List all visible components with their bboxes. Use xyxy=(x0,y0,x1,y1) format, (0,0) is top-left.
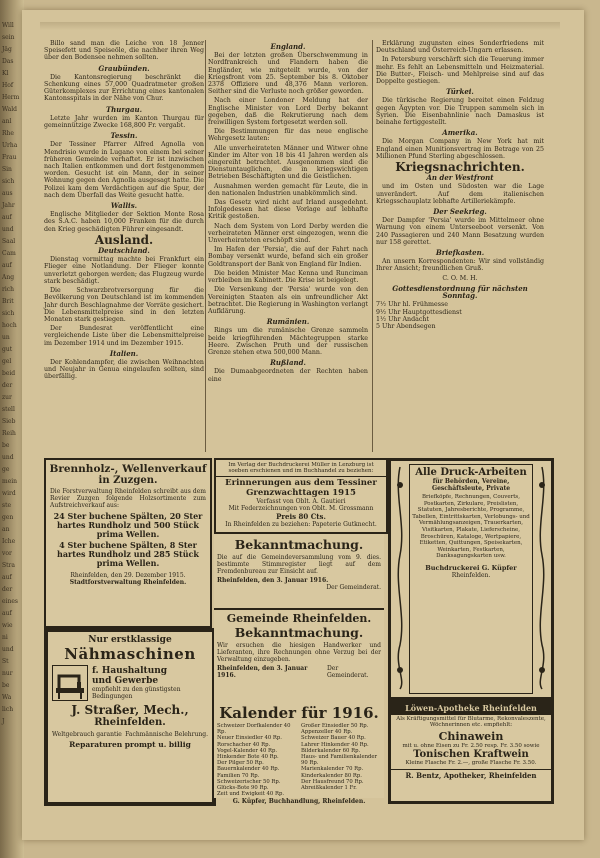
fringe-word: be xyxy=(2,442,10,449)
paragraph: Der Bundesrat veröffentlicht eine vergleichende Liste über die Lebensmittelpreise im Dezember 1914 und im Dezember 1915. xyxy=(44,325,204,347)
column-2 xyxy=(208,40,368,452)
paragraph: Nach einer Londoner Meldung hat der Englische Minister von Lord Derby bekannt gegeben, daß die Rekrutierung nach dem freiwilligen System fortgesetzt werden soll. xyxy=(208,97,368,127)
fringe-word: gut xyxy=(2,346,13,353)
sewing-machine-icon xyxy=(52,665,88,701)
calendar-item: Der Hausfreund 70 Rp. xyxy=(301,778,364,785)
paragraph: In Petersburg verschärft sich die Teuerung immer mehr. Es fehlt an Lebensmitteln und Heizmaterial. Die Butter-, Fleisch- und Mehlpreise sind auf das Doppelte gestiegen. xyxy=(376,56,544,86)
fringe-word: Ang xyxy=(2,274,15,281)
paragraph: Alle unverheirateten Männer und Witwer ohne Kinder im Alter von 18 bis 41 Jahren werden als eingereiht betrachtet. Ausgenommen sind die Dienstuntauglichen, die in kriegswichtigen Betrieben Beschäftigten und die Geistlichen. xyxy=(208,144,368,181)
fringe-word: zur xyxy=(2,394,12,401)
calendar-item: Lahrer Hinkender 40 Rp. xyxy=(301,741,369,748)
fringe-word: mein xyxy=(2,478,18,485)
fringe-word: anl xyxy=(2,118,12,125)
paragraph: Die Dumaabgeordneten der Rechten haben eine xyxy=(208,368,368,383)
calendar-item: Großer Einsiedler 50 Rp. xyxy=(301,723,369,729)
paragraph: An unsern Korrespondenten: Wir sind vollständig Ihrer Ansicht; freundlichen Gruß. xyxy=(376,258,544,273)
fringe-word: der xyxy=(2,382,13,389)
fringe-word: Cam xyxy=(2,250,16,257)
fringe-word: Jahr xyxy=(2,202,15,209)
fringe-word: und xyxy=(2,454,14,461)
heading-graubuenden: Graubünden. xyxy=(98,63,150,73)
paragraph: Im Hafen der 'Persia', die auf der Fahrt nach Bombay versenkt wurde, befand sich ein großer Goldtransport der Bank von England für Indien. xyxy=(208,246,368,268)
ad-city: Rheinfelden. xyxy=(451,571,491,579)
ad-stock: In Rheinfelden zu beziehen: Papeterie Gutknecht. xyxy=(225,521,377,528)
section-title-ausland: Ausland. xyxy=(94,232,154,247)
fringe-word: J xyxy=(2,718,5,725)
ad-top: Nur erstklassige xyxy=(88,635,172,645)
ad-tessin-book xyxy=(214,458,388,534)
column-3 xyxy=(376,40,544,452)
column-divider xyxy=(205,40,206,452)
paragraph: Letzte Jahr wurden im Kanton Thurgau für gemeinnützige Zwecke 168,800 Fr. vergabt. xyxy=(44,114,204,130)
paragraph: Die Morgan Company in New York hat mit England einen Munitionsvertrag im Betrage von 25 Millionen Pfund Sterling abgeschlossen. xyxy=(376,138,544,160)
calendar-item: Hinkender Bote 40 Rp. xyxy=(217,754,279,761)
ad-subtitle: in Zuzgen. xyxy=(98,475,158,486)
ad-title: Löwen-Apotheke Rheinfelden xyxy=(391,701,551,715)
calendar-list-left xyxy=(217,723,297,797)
fringe-word: der xyxy=(2,586,13,593)
paragraph: Rings um die rumänische Grenze sammeln beide kriegführenden Mächtegruppen starke Heere. Zwischen Pruth und der russischen Grenze stehen etwa 500,000 Mann. xyxy=(208,327,368,356)
heading-briefkasten: Briefkasten. xyxy=(435,248,485,258)
calendar-item: Zeit und Ewigkeit 40 Rp. xyxy=(217,791,285,798)
ad-bekanntmachung-1 xyxy=(214,532,384,608)
fringe-word: St xyxy=(2,658,9,665)
fringe-word: beid xyxy=(2,370,16,377)
paragraph: Die Kantonsregierung beschränkt die Schenkung eines 57,000 Quadratmeter großen Güterkomplexes zur Errichtung eines kantonalen Kantonsspitals in der Nähe von Chur. xyxy=(44,73,204,103)
fringe-word: gen xyxy=(2,514,14,521)
service-time: 7½ Uhr hl. Frühmesse xyxy=(376,301,448,309)
service-time: 9½ Uhr Hauptgottesdienst xyxy=(376,308,462,316)
fringe-word: hoch xyxy=(2,322,17,329)
fringe-word: sein xyxy=(2,34,15,41)
ad-body: mit u. ohne Eisen zu Fr. 2.50 resp. Fr. 3.50 sowie xyxy=(402,742,540,749)
fringe-word: rich xyxy=(2,286,15,293)
heading-england: England. xyxy=(270,42,306,51)
service-time: 5 Uhr Abendsegen xyxy=(376,322,436,330)
paragraph: Der Dampfer 'Persia' wurde im Mittelmeer ohne Warnung von einem Unterseeboot versenkt. Von 240 Passagieren und 240 Mann Besatzung wurden nur 158 gerettet. xyxy=(376,217,544,246)
ad-title: Bekanntmachung. xyxy=(234,625,364,640)
heading-westfront: An der Westfront xyxy=(426,173,494,183)
ad-lot: 4 Ster buchene Spälten, 8 Ster hartes Rundholz und 285 Stück prima Wellen. xyxy=(57,540,199,568)
ad-signature: G. Küpfer, Buchhandlung, Rheinfelden. xyxy=(232,798,366,806)
heading-wallis: Wallis. xyxy=(110,201,138,211)
ad-title: Alle Druck-Arbeiten xyxy=(415,467,527,478)
ad-title: Erinnerungen aus dem Tessiner Grenzwachttagen 1915 xyxy=(225,478,377,498)
ad-publisher: Im Verlag der Buchdruckerei Müller in Lenzburg ist soeben erschienen und im Buchhandel zu beziehen: xyxy=(216,460,386,477)
fringe-word: ge xyxy=(2,466,10,473)
ad-subtitle: Geschäftsleute, Private xyxy=(431,485,511,492)
fringe-word: Reih xyxy=(2,430,16,437)
fringe-word: un xyxy=(2,334,10,341)
ad-foot: Reparaturen prompt u. billig xyxy=(69,740,191,749)
ad-product: Tonischen Kraftwein xyxy=(413,749,529,761)
ad-subtitle: für Behörden, Vereine, xyxy=(432,478,510,485)
intro-paragraph: Billo sand man die Leiche von 18 Jenner Speisefett und Speiseöle, die nachher ihren Weg über den Bodensee nehmen sollten. xyxy=(44,40,204,62)
fringe-word: ni xyxy=(2,634,8,641)
ad-foot: Weltgebrauch garantie xyxy=(52,731,122,738)
service-time: 1½ Uhr Andacht xyxy=(376,315,429,323)
paragraph: Der Tessiner Pfarrer Alfred Agnolla von Mendrisio wurde in Lugano von einem bei seiner früheren Gemeinde verhaftet. Er ist inzwischen nach Italien entkommen und dort festgenommen worden. Gesucht ist ein Mann, der in seiner Wohnung gegen den Agnolla ausgesagt hatte. Die Polizei kam dem Verdächtigen auf die Spur, der nach dem Überfall das Weite gesucht hatte. xyxy=(44,141,204,199)
paragraph: Englische Mitglieder der Sektion Monte Rosa des S.A.C. haben 10,000 Franken für die durch den Krieg geschädigten Führer eingesandt. xyxy=(44,211,204,233)
fringe-word: Sin xyxy=(2,166,12,173)
heading-italien: Italien. xyxy=(109,348,139,358)
calendar-item: Marienkalender 70 Rp. xyxy=(301,766,364,773)
paragraph: Ausnahmen werden gemacht für Leute, die in den nationalen Industrien unabkömmlich sind. xyxy=(208,182,368,197)
ad-date: Rheinfelden, den 29. Dezember 1915. xyxy=(70,572,186,579)
ad-bekanntmachung-2 xyxy=(214,608,384,704)
fringe-word: Herm xyxy=(2,94,20,101)
column-1 xyxy=(44,40,204,452)
ad-brennholz xyxy=(44,458,212,628)
ad-firm: Buchdruckerei G. Küpfer xyxy=(425,563,517,572)
fringe-word: Iche xyxy=(2,538,16,545)
calendar-item: Neuer Einsiedler 40 Rp. xyxy=(217,735,282,742)
ad-price: Preis 80 Cts. xyxy=(276,512,326,521)
fringe-word: Wa xyxy=(2,694,12,701)
fringe-word: auf xyxy=(2,574,12,581)
ad-product: Chinawein xyxy=(438,729,504,743)
section-title-kriegsnachrichten: Kriegsnachrichten. xyxy=(395,160,525,175)
calendar-item: Schweizer Bauer 40 Rp. xyxy=(301,735,366,742)
paragraph: Die beiden Minister Mac Kenna und Runciman verbleiben im Kabinett. Die Krise ist beigelegt. xyxy=(208,269,368,285)
calendar-item: Rorschacher 40 Rp. xyxy=(217,741,271,748)
fringe-word: sich xyxy=(2,178,15,185)
ad-line: und Gewerbe xyxy=(92,676,159,686)
calendar-item: Appenzeller 40 Rp. xyxy=(301,729,353,736)
calendar-item: Bauernkalender 40 Rp. xyxy=(217,766,280,773)
fringe-word: sich xyxy=(2,310,15,317)
ad-druck-arbeiten xyxy=(388,458,554,700)
heading-seekrieg: Der Seekrieg. xyxy=(433,207,487,217)
fringe-word: Stra xyxy=(2,562,15,569)
ad-line: empfiehlt zu den günstigsten Bedingungen xyxy=(92,686,181,700)
ad-title: Gemeinde Rheinfelden. xyxy=(226,612,372,625)
ad-body: Wir ersuchen die hiesigen Handwerker und Lieferanten, ihre Rechnungen ohne Verzug bei der Verwaltung einzugeben. xyxy=(217,642,381,663)
calendar-item: Glücks-Bote 90 Rp. xyxy=(217,785,269,792)
calendar-item: Bilderkalender 60 Rp. xyxy=(301,747,361,754)
ad-kalender xyxy=(214,702,384,806)
heading-gottesdienst: Gottesdienstordnung für nächsten Sonntag. xyxy=(392,283,528,301)
paragraph: Die Schwarzbrotversorgung für die Bevölkerung von Deutschland ist im kommenden Jahr durch Beschlagnahme der Vorräte gesichert. Die Lebensmittelpreise sind in den letzten Monaten stark gestiegen. xyxy=(44,287,204,323)
fringe-word: Kl xyxy=(2,70,9,77)
column-divider xyxy=(372,40,373,452)
fringe-word: Urha xyxy=(2,142,18,149)
fringe-word: Das xyxy=(2,58,14,65)
paragraph: Die Bestimmungen für das neue englische Wehrgesetz lauten: xyxy=(208,128,368,143)
heading-deutschland: Deutschland. xyxy=(98,246,150,256)
ad-body: Die auf die Gemeindeversammlung vom 9. dies. bestimmte Stimmregister liegt auf dem Fremdenbureau zur Einsicht auf. xyxy=(217,554,381,575)
fringe-word: eines xyxy=(2,598,18,605)
fringe-word: vor xyxy=(2,550,12,557)
fringe-word: auf xyxy=(2,262,12,269)
ornament-right-icon xyxy=(535,465,549,691)
calendar-item: Der Pilger 50 Rp. xyxy=(217,760,264,767)
fringe-word: wird xyxy=(2,490,16,497)
top-fold-shadow xyxy=(40,22,560,30)
paragraph: und im Osten und Südosten war die Lage unverändert. Auf dem italienischen Kriegsschauplatz lebhafte Artilleriekämpfe. xyxy=(376,183,544,205)
ad-illustrator: Mit Federzeichnungen von Oblt. M. Grossmann xyxy=(228,505,374,512)
fringe-word: gel xyxy=(2,358,12,365)
ad-foot: Fachmännische Belehrung. xyxy=(125,731,208,738)
fringe-word: Wald xyxy=(2,106,17,113)
left-page-fringe xyxy=(2,20,20,830)
ad-date: Rheinfelden, den 3. Januar 1916. xyxy=(217,577,329,584)
fringe-word: Rhe xyxy=(2,130,14,137)
fringe-word: Hof xyxy=(2,82,14,89)
ad-title: Kalender für 1916. xyxy=(219,704,379,722)
fringe-word: aus xyxy=(2,190,13,197)
heading-amerika: Amerika. xyxy=(442,128,478,138)
fringe-word: ste xyxy=(2,502,12,509)
heading-tessin: Tessin. xyxy=(110,131,138,141)
fringe-word: be xyxy=(2,682,10,689)
calendar-item: Schweizer Dorfkalender 40 Rp. xyxy=(217,723,291,736)
fringe-word: und xyxy=(2,646,14,653)
signature: C. O. M. H. xyxy=(442,274,478,282)
calendar-item: Vogel-Kalender 40 Rp. xyxy=(217,747,278,754)
ad-signature: Der Gemeinderat. xyxy=(326,665,369,679)
heading-rumaenien: Rumänien. xyxy=(266,317,310,327)
fringe-word: an xyxy=(2,526,10,533)
fringe-word: Saal xyxy=(2,238,16,245)
ad-city: Rheinfelden. xyxy=(94,717,166,728)
heading-russland: Rußland. xyxy=(270,358,306,368)
paragraph: Nach dem System von Lord Derby werden die verheirateten Männer erst eingezogen, wenn die Unverheirateten erschöpft sind. xyxy=(208,222,368,245)
ad-signature: R. Bentz, Apotheker, Rheinfelden xyxy=(391,769,551,780)
ad-title: Brennholz-, Wellenverkauf xyxy=(49,463,207,475)
heading-tuerkei: Türkei. xyxy=(446,87,474,97)
ad-author: Verfasst von Oblt. A. Gautieri xyxy=(256,498,346,505)
fringe-word: wie xyxy=(2,622,13,629)
ad-lot: 24 Ster buchene Spälten, 20 Ster hartes Rundholz und 500 Stück prima Wellen. xyxy=(53,511,203,539)
paragraph: Die türkische Regierung bereitet einen Feldzug gegen Ägypten vor. Die Truppen sammeln sich in Syrien. Die Eisenbahnlinie nach Damaskus ist beinahe fertiggestellt. xyxy=(376,97,544,127)
fringe-word: Jäg xyxy=(2,46,12,53)
paragraph: Bei der letzten großen Überschwemmung in Nordfrankreich und Flandern haben die Engländer, wie mitgeteilt wurde, von der Kriegsfront vom 25. September bis 8. Oktober 2378 Offiziere und 48,376 Mann verloren. Seither sind die Verluste noch größer geworden. xyxy=(208,52,368,96)
ad-date: Rheinfelden, den 3. Januar 1916. xyxy=(217,665,308,679)
fringe-word: Sieb xyxy=(2,418,16,425)
fringe-word: nur xyxy=(2,670,13,677)
calendar-list-right xyxy=(297,723,381,797)
paragraph: Der Kohlendampfer, die zwischen Weihnachten und Neujahr in Genua eingelaufen sollten, sind überfällig. xyxy=(44,358,204,381)
calendar-item: Kinderkalender 80 Rp. xyxy=(301,772,362,779)
paragraph: Erklärung zugunsten eines Sonderfriedens mit Deutschland und Österreich-Ungarn erlassen. xyxy=(376,40,544,55)
calendar-item: Schweizerischer 50 Rp. xyxy=(217,778,281,785)
ad-signature: Der Gemeinderat. xyxy=(326,584,381,591)
ad-body: Kleine Flasche Fr. 2.—, große Flasche Fr. 3.50. xyxy=(405,760,537,767)
ad-title: Bekanntmachung. xyxy=(234,537,364,552)
heading-thurgau: Thurgau. xyxy=(105,104,143,114)
fringe-word: und xyxy=(2,226,14,233)
fringe-word: lich xyxy=(2,706,14,713)
fringe-word: auf xyxy=(2,214,12,221)
paragraph: Das Gesetz wird nicht auf Irland ausgedehnt. Infolgedessen hat diese Vorlage auf lebhafte Kritik gestoßen. xyxy=(208,199,368,221)
ad-body: Die Forstverwaltung Rheinfelden schreibt aus dem Revier Zuzgen folgende Holzsortimente zum Aufstreichverkauf aus: xyxy=(50,488,206,509)
fringe-word: Brit xyxy=(2,298,14,305)
ad-line: f. Haushaltung xyxy=(92,666,168,676)
fringe-word: stell xyxy=(2,406,15,413)
fringe-word: Will xyxy=(2,22,14,29)
calendar-item: Haus- und Familienkalender 90 Rp. xyxy=(301,754,378,767)
calendar-item: Abreißkalender 1 Fr. xyxy=(301,785,357,792)
paragraph: Dienstag vormittag machte bei Frankfurt ein Flieger eine Notlandung. Der Flieger konnte unverletzt geborgen werden; das Flugzeug wurde stark beschädigt. xyxy=(44,256,204,285)
ad-signature: Stadtforstverwaltung Rheinfelden. xyxy=(69,579,187,586)
fringe-word: auf xyxy=(2,610,12,617)
ad-name: J. Straßer, Mech., xyxy=(71,703,189,717)
ad-title: Nähmaschinen xyxy=(64,645,196,663)
ad-naehmaschinen xyxy=(44,628,216,806)
ad-loewen-apotheke xyxy=(388,698,554,804)
ornament-left-icon xyxy=(393,465,407,691)
calendar-item: Familien 70 Rp. xyxy=(217,772,260,779)
paragraph: Die Versenkung der 'Persia' wurde von den Vereinigten Staaten als ein unfreundlicher Akt betrachtet. Die Regierung in Washington verlangt Aufklärung. xyxy=(208,286,368,315)
fringe-word: Frau xyxy=(2,154,17,161)
ad-items: Briefköpfe, Rechnungen, Couverts, Postkarten, Zirkulare, Preislisten, Statuten, Jahresberichte, Programme, Tabellen, Eintrittskarten, Verlobungs- und Vermählungsanzeigen, Trauerkarten, Visitkarten, Plakate, Lieferscheine, Broschüren, Kataloge, Wertpapiere, Etiketten, Quittungen, Speisekarten, Weinkarten, Festkarten, Danksagungskarten usw. xyxy=(412,494,530,560)
ad-body: Als Kräftigungsmittel für Blutarme, Rekonvaleszente, Wöchnerinnen etc. empfiehlt: xyxy=(396,716,546,729)
